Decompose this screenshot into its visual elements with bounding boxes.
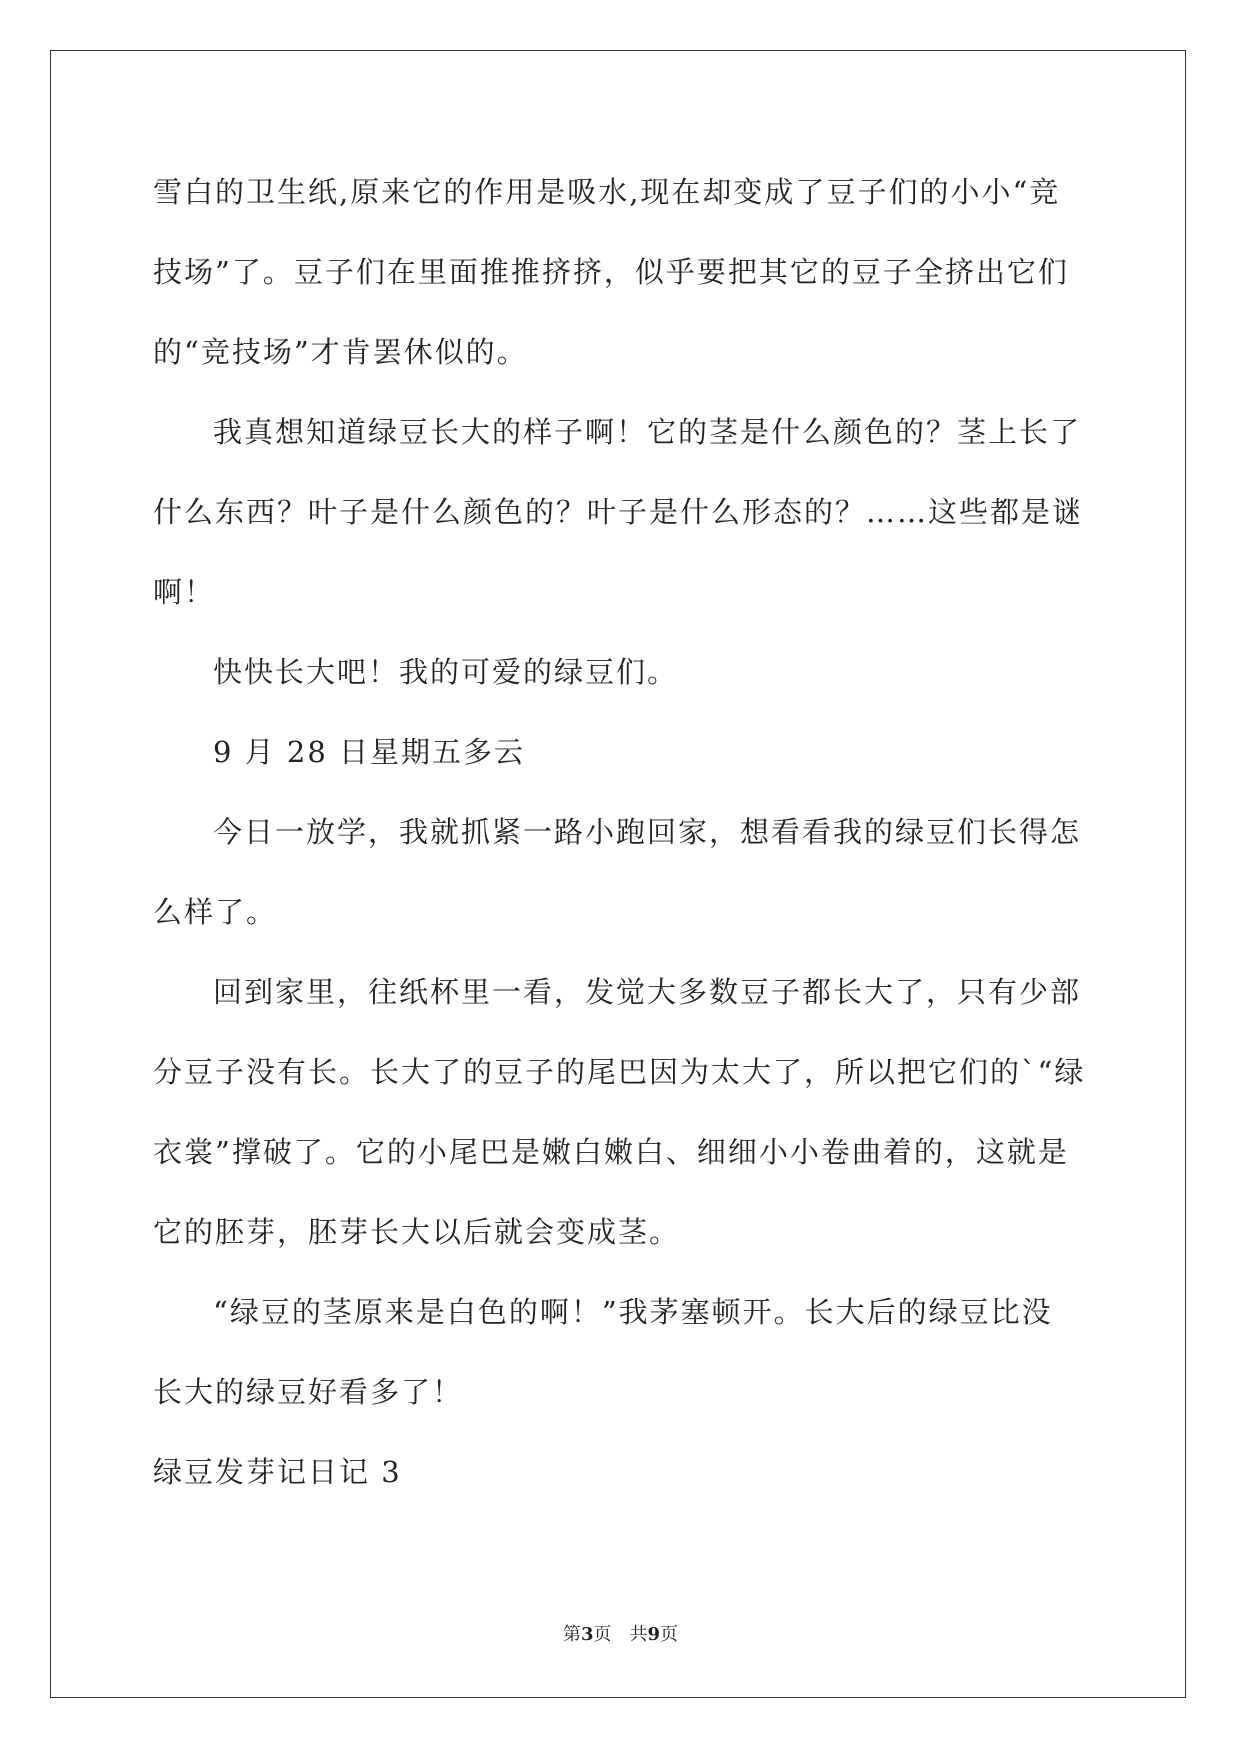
text-line: 分豆子没有长。长大了的豆子的尾巴因为太大了，所以把它们的`“绿: [153, 1055, 1086, 1089]
current-page-number: 3: [580, 1624, 594, 1645]
text-line: 什么东西？叶子是什么颜色的？叶子是什么形态的？……这些都是谜: [153, 495, 1084, 529]
text-line: 回到家里，往纸杯里一看，发觉大多数豆子都长大了，只有少部: [213, 975, 1082, 1009]
text-line: 今日一放学，我就抓紧一路小跑回家，想看看我的绿豆们长得怎: [213, 815, 1082, 849]
text-line: 长大的绿豆好看多了！: [153, 1375, 464, 1409]
date-line: 9 月 28 日星期五多云: [213, 735, 526, 769]
text-line: 技场”了。豆子们在里面推推挤挤，似乎要把其它的豆子全挤出它们: [153, 255, 1069, 289]
page-footer: [0, 1623, 1241, 1647]
text-line: 衣裳”撑破了。它的小尾巴是嫩白嫩白、细细小小卷曲着的，这就是: [153, 1135, 1069, 1169]
total-pages-number: 9: [647, 1624, 661, 1645]
page-border: [50, 50, 1186, 1698]
text-line: 快快长大吧！我的可爱的绿豆们。: [213, 655, 679, 689]
footer-prefix: 第: [562, 1624, 581, 1645]
text-line: 啊！: [153, 575, 216, 609]
text-line: 它的胚芽，胚芽长大以后就会变成茎。: [153, 1215, 681, 1249]
text-line: 我真想知道绿豆长大的样子啊！它的茎是什么颜色的？茎上长了: [213, 415, 1082, 449]
text-line: 么样了。: [153, 895, 278, 929]
text-line: 的“竞技场”才肯罢休似的。: [153, 335, 528, 369]
footer-suffix: 页: [660, 1624, 679, 1645]
footer-middle: 页 共: [593, 1624, 648, 1645]
text-line: 雪白的卫生纸,原来它的作用是吸水,现在却变成了豆子们的小小“竞: [153, 175, 1061, 209]
text-line: “绿豆的茎原来是白色的啊！”我茅塞顿开。长大后的绿豆比没: [213, 1295, 1053, 1329]
section-title: 绿豆发芽记日记 3: [153, 1455, 402, 1489]
